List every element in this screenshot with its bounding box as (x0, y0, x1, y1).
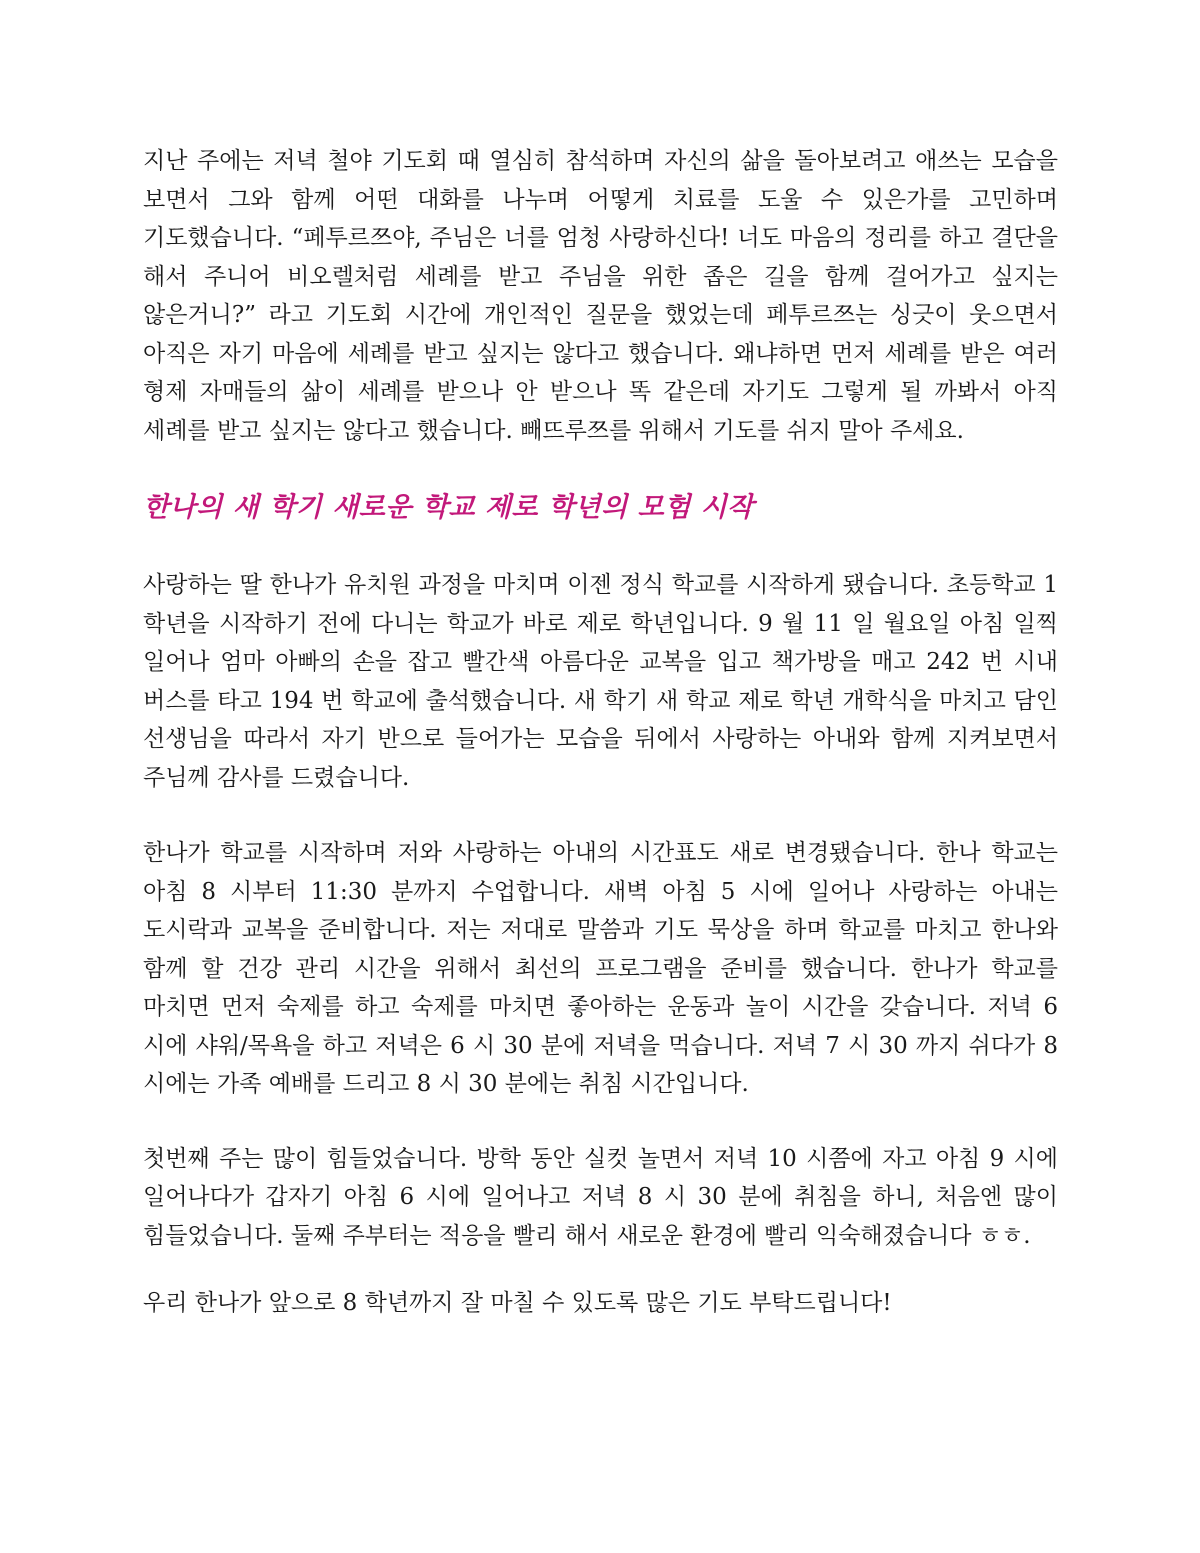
paragraph-prayer-petrutz: 지난 주에는 저녁 철야 기도회 때 열심히 참석하며 자신의 삶을 돌아보려고 애쓰는 모습을 보면서 그와 함께 어떤 대화를 나누며 어떻게 치료를 도울 수 있은가를 고민하며 기도했습니다. “페투르쯔야, 주님은 너를 엄청 사랑하신다! 너도 마음의 정리를 하고 결단을 해서 주니어 비오렐처럼 세례를 받고 주님을 위한 좁은 길을 함께 걸어가고 싶지는 않은거니?” 라고 기도회 시간에 개인적인 질문을 했었는데 페투르쯔는 싱긋이 웃으면서 아직은 자기 마음에 세례를 받고 싶지는 않다고 했습니다. 왜냐하면 먼저 세례를 받은 여러 형제 자매들의 삶이 세례를 받으나 안 받으나 똑 같은데 자기도 그렇게 될 까봐서 아직 세례를 받고 싶지는 않다고 했습니다. 빼뜨루쯔를 위해서 기도를 쉬지 말아 주세요. (143, 148, 1058, 444)
document-body (143, 142, 1058, 1323)
paragraph-prayer-request: 우리 한나가 앞으로 8 학년까지 잘 마칠 수 있도록 많은 기도 부탁드립니다! (143, 1290, 892, 1316)
paragraph-first-week: 첫번째 주는 많이 힘들었습니다. 방학 동안 실컷 놀면서 저녁 10 시쯤에 자고 아침 9 시에 일어나다가 갑자기 아침 6 시에 일어나고 저녁 8 시 30 분에 취침을 하니, 처음엔 많이 힘들었습니다. 둘째 주부터는 적응을 빨리 해서 새로운 환경에 빨리 익숙해졌습니다 ㅎㅎ. (143, 1145, 1058, 1249)
paragraph-daily-schedule: 한나가 학교를 시작하며 저와 사랑하는 아내의 시간표도 새로 변경됐습니다. 한나 학교는 아침 8 시부터 11:30 분까지 수업합니다. 새벽 아침 5 시에 일어나 사랑하는 아내는 도시락과 교복을 준비합니다. 저는 저대로 말씀과 기도 묵상을 하며 학교를 마치고 한나와 함께 할 건강 관리 시간을 위해서 최선의 프로그램을 준비를 했습니다. 한나가 학교를 마치면 먼저 숙제를 하고 숙제를 마치면 좋아하는 운동과 놀이 시간을 갖습니다. 저녁 6 시에 샤워/목욕을 하고 저녁은 6 시 30 분에 저녁을 먹습니다. 저녁 7 시 30 까지 쉬다가 8 시에는 가족 예배를 드리고 8 시 30 분에는 취침 시간입니다. (143, 840, 1058, 1097)
paragraph-school-start: 사랑하는 딸 한나가 유치원 과정을 마치며 이젠 정식 학교를 시작하게 됐습니다. 초등학교 1 학년을 시작하기 전에 다니는 학교가 바로 제로 학년입니다. 9 월 11 일 월요일 아침 일찍 일어나 엄마 아빠의 손을 잡고 빨간색 아름다운 교복을 입고 책가방을 매고 242 번 시내 버스를 타고 194 번 학교에 출석했습니다. 새 학기 새 학교 제로 학년 개학식을 마치고 담인 선생님을 따라서 자기 반으로 들어가는 모습을 뒤에서 사랑하는 아내와 함께 지켜보면서 주님께 감사를 드렸습니다. (143, 572, 1058, 791)
section-heading-hanna-new-school: 한나의 새 학기 새로운 학교 제로 학년의 모험 시작 (143, 492, 754, 523)
